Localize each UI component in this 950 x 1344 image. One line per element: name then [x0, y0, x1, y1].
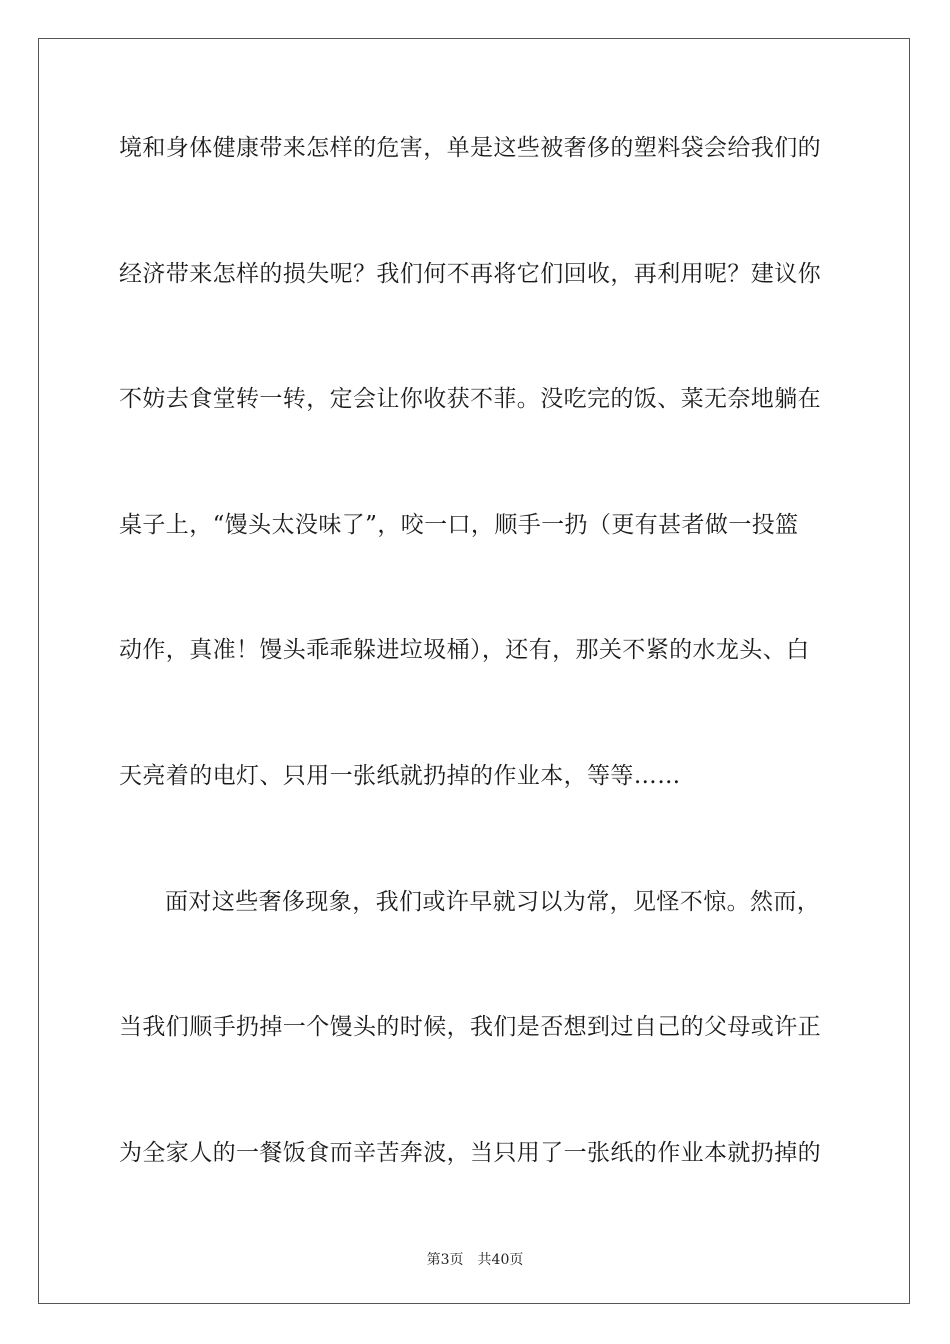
text-line-4: 桌子上，“馒头太没味了”，咬一口，顺手一扔（更有甚者做一投篮: [119, 511, 799, 538]
page-number-total: 共40页: [477, 1252, 524, 1268]
page-number-current: 第3页: [426, 1252, 464, 1268]
text-line-6: 天亮着的电灯、只用一张纸就扔掉的作业本，等等……: [119, 762, 681, 789]
text-line-2: 经济带来怎样的损失呢？我们何不再将它们回收，再利用呢？建议你: [119, 260, 821, 287]
document-body: [119, 134, 831, 1264]
page-frame: [38, 38, 910, 1304]
text-line-5: 动作，真准！馒头乖乖躲进垃圾桶），还有，那关不紧的水龙头、白: [119, 637, 810, 664]
text-line-3: 不妨去食堂转一转，定会让你收获不菲。没吃完的饭、菜无奈地躺在: [119, 386, 821, 413]
page-footer: [0, 1249, 950, 1269]
text-line-8: 当我们顺手扔掉一个馒头的时候，我们是否想到过自己的父母或许正: [119, 1014, 821, 1041]
text-line-9: 为全家人的一餐饭食而辛苦奔波，当只用了一张纸的作业本就扔掉的: [119, 1139, 821, 1166]
text-line-1: 境和身体健康带来怎样的危害，单是这些被奢侈的塑料袋会给我们的: [119, 135, 821, 161]
text-line-7-paragraph-start: 面对这些奢侈现象，我们或许早就习以为常，见怪不惊。然而，: [165, 888, 821, 915]
